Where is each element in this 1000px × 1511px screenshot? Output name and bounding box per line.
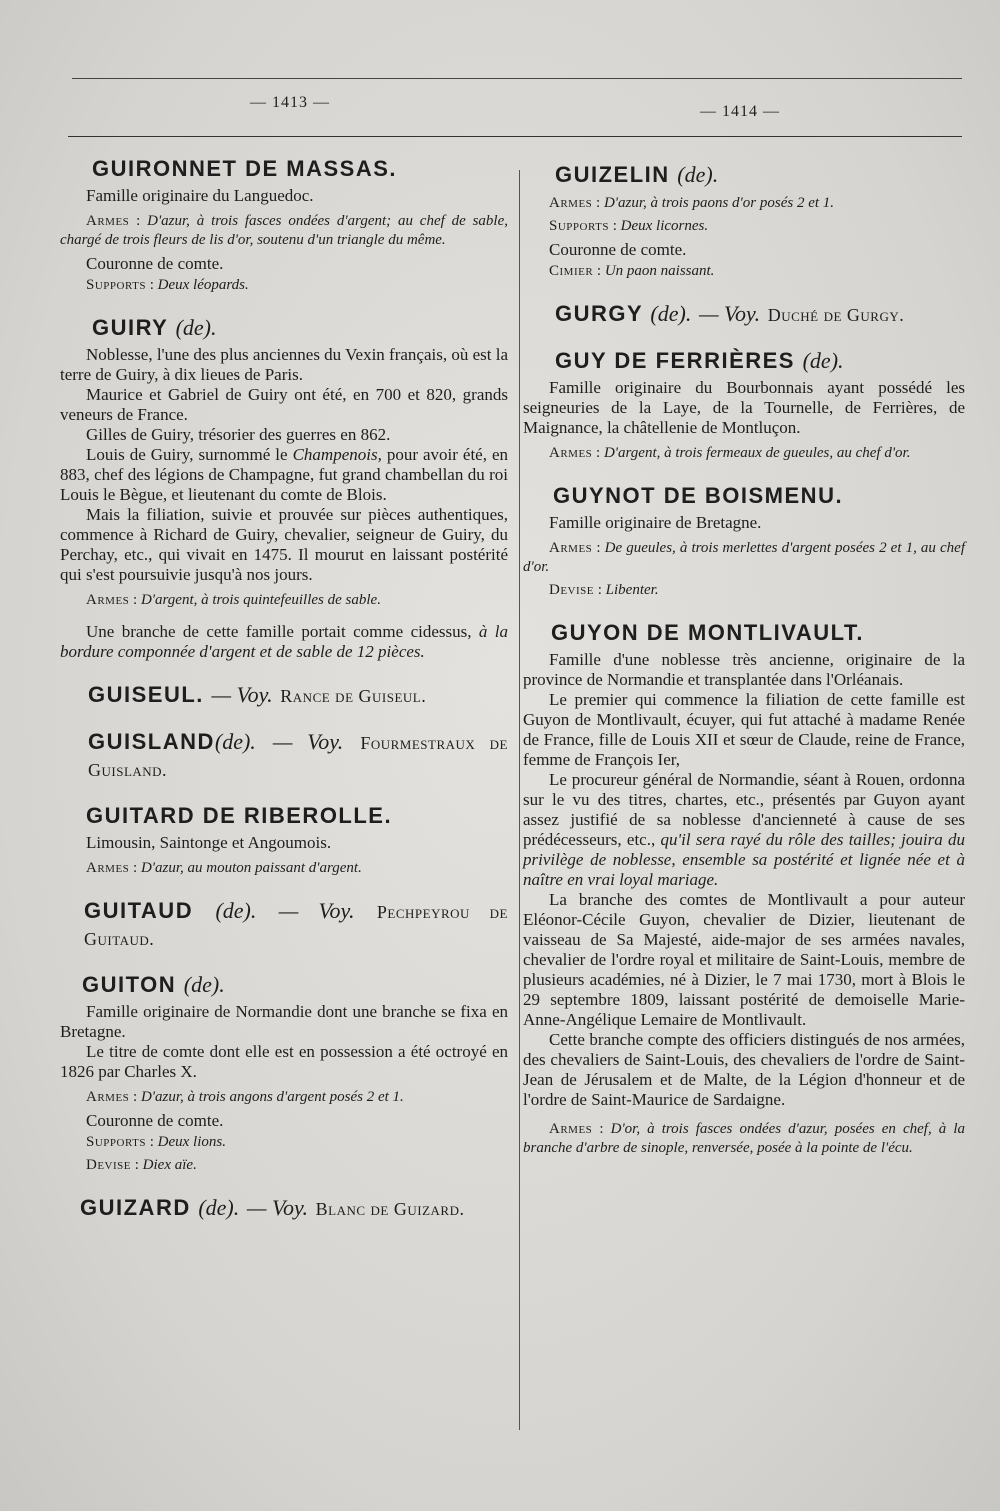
origin-text: Famille originaire du Languedoc. xyxy=(86,186,314,205)
entry-particle: (de). xyxy=(183,972,225,997)
arms-line: Armes : D'azur, à trois paons d'or posés 2 et 1. xyxy=(549,195,835,211)
entry-guiseul xyxy=(60,682,508,709)
supports-label: Supports xyxy=(86,277,146,293)
entry-heading xyxy=(60,898,508,952)
entry-heading xyxy=(60,803,508,829)
arms-label: Armes xyxy=(86,860,130,876)
paragraph xyxy=(60,622,508,662)
paragraph: Maurice et Gabriel de Guiry ont été, en 700 et 820, grands veneurs de France. xyxy=(60,385,508,424)
entry-name: GUIRY xyxy=(92,315,168,340)
paragraph: Le premier qui commence la filiation de cette famille est Guyon de Montlivault, écuyer, qui fut attaché à madame Renée de France, fille de Louis XII et sœur de Claude, reine de France, femme de François Ier, xyxy=(523,690,965,769)
entry-name: GUISLAND xyxy=(88,729,215,754)
arms-label: Armes xyxy=(549,1121,593,1137)
entry-name: GUYON DE MONTLIVAULT. xyxy=(551,620,865,645)
right-column xyxy=(523,150,965,1178)
paragraph: Le titre de comte dont elle est en possession a été octroyé en 1826 par Charles X. xyxy=(60,1042,508,1081)
motto-text: Diex aïe. xyxy=(142,1157,197,1173)
arms-text: De gueules, à trois merlettes d'argent posées 2 et 1, au chef d'or. xyxy=(523,540,966,575)
see-also-target: Rance de Guiseul. xyxy=(280,686,427,706)
entry-name: GUITAUD xyxy=(84,898,194,923)
entry-name: GURGY xyxy=(555,301,643,326)
paragraph: Noblesse, l'une des plus anciennes du Vexin français, où est la terre de Guiry, à dix lieues de Paris. xyxy=(60,345,508,384)
motto-label: Devise xyxy=(86,1157,131,1173)
arms-text: D'or, à trois fasces ondées d'azur, posées en chef, à la branche d'arbre de sinople, renversée, posée à la pointe de l'écu. xyxy=(523,1121,966,1156)
entry-particle: (de). xyxy=(802,348,844,373)
see-also: — Voy. xyxy=(278,898,355,923)
paragraph xyxy=(523,770,965,890)
text-run: Le procureur général de Normandie, séant à Rouen, ordonna sur le vu des titres, chartes, etc., présentés par Guyon ayant assez justifié de sa noblesse d'ancienneté à cause de ses prédécesseurs, etc., xyxy=(523,770,965,849)
supports-line: Supports : Deux licornes. xyxy=(549,218,709,234)
arms-label: Armes xyxy=(549,445,593,461)
motto-line: Devise : Libenter. xyxy=(549,582,659,598)
entry-name: GUITARD DE RIBEROLLE. xyxy=(86,803,393,828)
arms-line: Armes : D'azur, à trois fasces ondées d'argent; au chef de sable, chargé de trois fleurs de lis d'or, soutenu d'un triangle du même. xyxy=(60,213,508,248)
see-also: — Voy. xyxy=(246,1195,309,1220)
entry-heading xyxy=(60,315,508,341)
arms-text: D'azur, à trois angons d'argent posés 2 et 1. xyxy=(140,1089,404,1105)
paragraph xyxy=(60,445,508,505)
entry-guizelin xyxy=(523,162,965,281)
entry-name: GUITON xyxy=(82,972,177,997)
origin-text: Famille originaire de Bretagne. xyxy=(549,513,762,532)
arms-text: D'argent, à trois fermeaux de gueules, au chef d'or. xyxy=(603,445,911,461)
see-also-target: Duché de Gurgy. xyxy=(767,305,905,325)
entry-guironnet xyxy=(60,156,508,295)
supports-text: Deux léopards. xyxy=(157,277,249,293)
entry-heading xyxy=(60,682,508,709)
top-rule xyxy=(72,78,962,79)
entry-heading xyxy=(523,301,965,328)
see-also-target: Fourmestraux de Guisland. xyxy=(88,733,508,780)
entry-particle: (de). xyxy=(677,162,719,187)
supports-text: Deux lions. xyxy=(157,1134,226,1150)
entry-name: GUISEUL. xyxy=(88,682,204,707)
supports-line: Supports : Deux léopards. xyxy=(86,277,249,293)
entry-name: GUIZELIN xyxy=(555,162,670,187)
entry-guy-de-ferrieres xyxy=(523,348,965,463)
supports-line: Supports : Deux lions. xyxy=(86,1134,226,1150)
entry-heading xyxy=(60,156,508,182)
entry-guitaud xyxy=(60,898,508,952)
crown-text: Couronne de comte. xyxy=(86,1111,224,1130)
entry-name: GUYNOT DE BOISMENU. xyxy=(553,483,844,508)
entry-guiry xyxy=(60,315,508,662)
paragraph: Cette branche compte des officiers distingués de nos armées, des chevaliers de Saint-Louis, des chevaliers de l'ordre de Saint-Jean de Jérusalem et de Malte, de la Légion d'honneur et de l'ordre de Saint-Maurice de Sardaigne. xyxy=(523,1030,965,1109)
entry-guizard xyxy=(60,1195,508,1222)
entry-guynot xyxy=(523,483,965,600)
text-run: pour avoir été, en 883, chef des légions de Champagne, fut grand chambellan du roi Louis le Bègue, et lieutenant du comte de Blois. xyxy=(60,445,509,504)
arms-text: D'argent, à trois quintefeuilles de sable. xyxy=(140,592,381,608)
paragraph: Famille originaire de Normandie dont une branche se fixa en Bretagne. xyxy=(60,1002,508,1041)
text-run-italic: qu'il sera rayé du rôle des tailles; jouira du privilège de noblesse, ensemble sa postérité et lignée née et à naître en vrai loyal mariage. xyxy=(523,830,966,889)
arms-line: Armes : D'or, à trois fasces ondées d'azur, posées en chef, à la branche d'arbre de sinople, renversée, posée à la pointe de l'écu. xyxy=(523,1121,966,1156)
motto-line: Devise : Diex aïe. xyxy=(86,1157,197,1173)
entry-heading xyxy=(523,620,965,646)
right-page-number: — 1414 — xyxy=(700,103,780,120)
see-also: — Voy. xyxy=(211,682,273,707)
paragraph: Mais la filiation, suivie et prouvée sur pièces authentiques, commence à Richard de Guiry, chevalier, seigneur de Guiry, du Perchay, etc., qui vivait en 1475. Il mourut en laissant postérité qui s'est poursuivie jusqu'à nos jours. xyxy=(60,505,508,584)
arms-line: Armes : D'azur, à trois angons d'argent posés 2 et 1. xyxy=(86,1089,404,1105)
motto-label: Devise xyxy=(549,582,594,598)
see-also: — Voy. xyxy=(698,301,761,326)
entry-name: GUY DE FERRIÈRES xyxy=(555,348,795,373)
nickname: Champenois, xyxy=(292,445,382,464)
arms-line: Armes : D'argent, à trois fermeaux de gueules, au chef d'or. xyxy=(549,445,911,461)
paragraph: Famille originaire du Bourbonnais ayant possédé les seigneuries de la Laye, de la Tournelle, de Ferrières, de Maignance, la châtellenie de Montluçon. xyxy=(523,378,965,437)
left-page-number: — 1413 — xyxy=(250,94,330,111)
arms-label: Armes xyxy=(549,195,593,211)
entry-particle: (de). xyxy=(650,301,692,326)
entry-heading xyxy=(523,162,965,188)
crest-text: Un paon naissant. xyxy=(604,263,715,279)
supports-text: Deux licornes. xyxy=(620,218,709,234)
text-run-italic: à la bordure componnée d'argent et de sable de 12 pièces. xyxy=(60,622,509,661)
column-divider xyxy=(519,170,520,1430)
entry-gurgy xyxy=(523,301,965,328)
arms-line: Armes : D'argent, à trois quintefeuilles de sable. xyxy=(86,592,381,608)
arms-label: Armes xyxy=(86,592,130,608)
supports-label: Supports xyxy=(86,1134,146,1150)
supports-label: Supports xyxy=(549,218,609,234)
paragraph: La branche des comtes de Montlivault a pour auteur Eléonor-Cécile Guyon, chevalier de Dizier, lieutenant de vaisseau de Sa Majesté, aide-major de ses armées navales, chevalier de l'ordre royal et militaire de Saint-Louis, membre de plusieurs académies, né à Dizier, le 7 mai 1730, mort à Blois le 29 septembre 1809, laissant postérité de demoiselle Marie-Anne-Angélique Lemaire de Montlivault. xyxy=(523,890,965,1029)
entry-heading xyxy=(60,729,508,783)
left-column xyxy=(60,150,508,1242)
crown-text: Couronne de comte. xyxy=(549,240,687,259)
arms-line: Armes : De gueules, à trois merlettes d'argent posées 2 et 1, au chef d'or. xyxy=(523,540,966,575)
motto-text: Libenter. xyxy=(605,582,659,598)
entry-particle: (de). xyxy=(198,1195,240,1220)
entry-heading xyxy=(523,483,965,509)
arms-text: D'azur, au mouton paissant d'argent. xyxy=(140,860,362,876)
entry-heading xyxy=(523,348,965,374)
arms-label: Armes xyxy=(86,1089,130,1105)
entry-name: GUIRONNET DE MASSAS. xyxy=(92,156,398,181)
entry-heading xyxy=(60,972,508,998)
arms-label: Armes xyxy=(86,213,130,229)
see-also-target: Blanc de Guizard. xyxy=(315,1199,465,1219)
paragraph: Famille d'une noblesse très ancienne, originaire de la province de Normandie et transplantée dans l'Orléanais. xyxy=(523,650,965,689)
entry-heading xyxy=(60,1195,508,1222)
arms-line: Armes : D'azur, au mouton paissant d'argent. xyxy=(86,860,362,876)
text-run: Une branche de cette famille portait comme cidessus, xyxy=(86,622,472,641)
arms-label: Armes xyxy=(549,540,593,556)
entry-particle: (de). xyxy=(215,898,257,923)
crest-line: Cimier : Un paon naissant. xyxy=(549,263,715,279)
entry-particle: (de). xyxy=(175,315,217,340)
arms-text: D'azur, à trois fasces ondées d'argent; au chef de sable, chargé de trois fleurs de lis d'or, soutenu d'un triangle du même. xyxy=(60,213,508,248)
header-rule xyxy=(68,136,962,137)
entry-guisland xyxy=(60,729,508,783)
paragraph: Gilles de Guiry, trésorier des guerres en 862. xyxy=(86,425,391,444)
entry-particle: (de). xyxy=(214,729,256,754)
entry-guitard xyxy=(60,803,508,878)
arms-text: D'azur, à trois paons d'or posés 2 et 1. xyxy=(603,195,835,211)
text-run: Louis de Guiry, surnommé le xyxy=(86,445,288,464)
see-also: — Voy. xyxy=(272,729,344,754)
crest-label: Cimier xyxy=(549,263,594,279)
origin-text: Limousin, Saintonge et Angoumois. xyxy=(86,833,332,852)
entry-guyon xyxy=(523,620,965,1158)
entry-guiton xyxy=(60,972,508,1175)
entry-name: GUIZARD xyxy=(80,1195,191,1220)
crown-text: Couronne de comte. xyxy=(86,254,224,273)
see-also-target: Pechpeyrou de Guitaud. xyxy=(84,902,508,949)
